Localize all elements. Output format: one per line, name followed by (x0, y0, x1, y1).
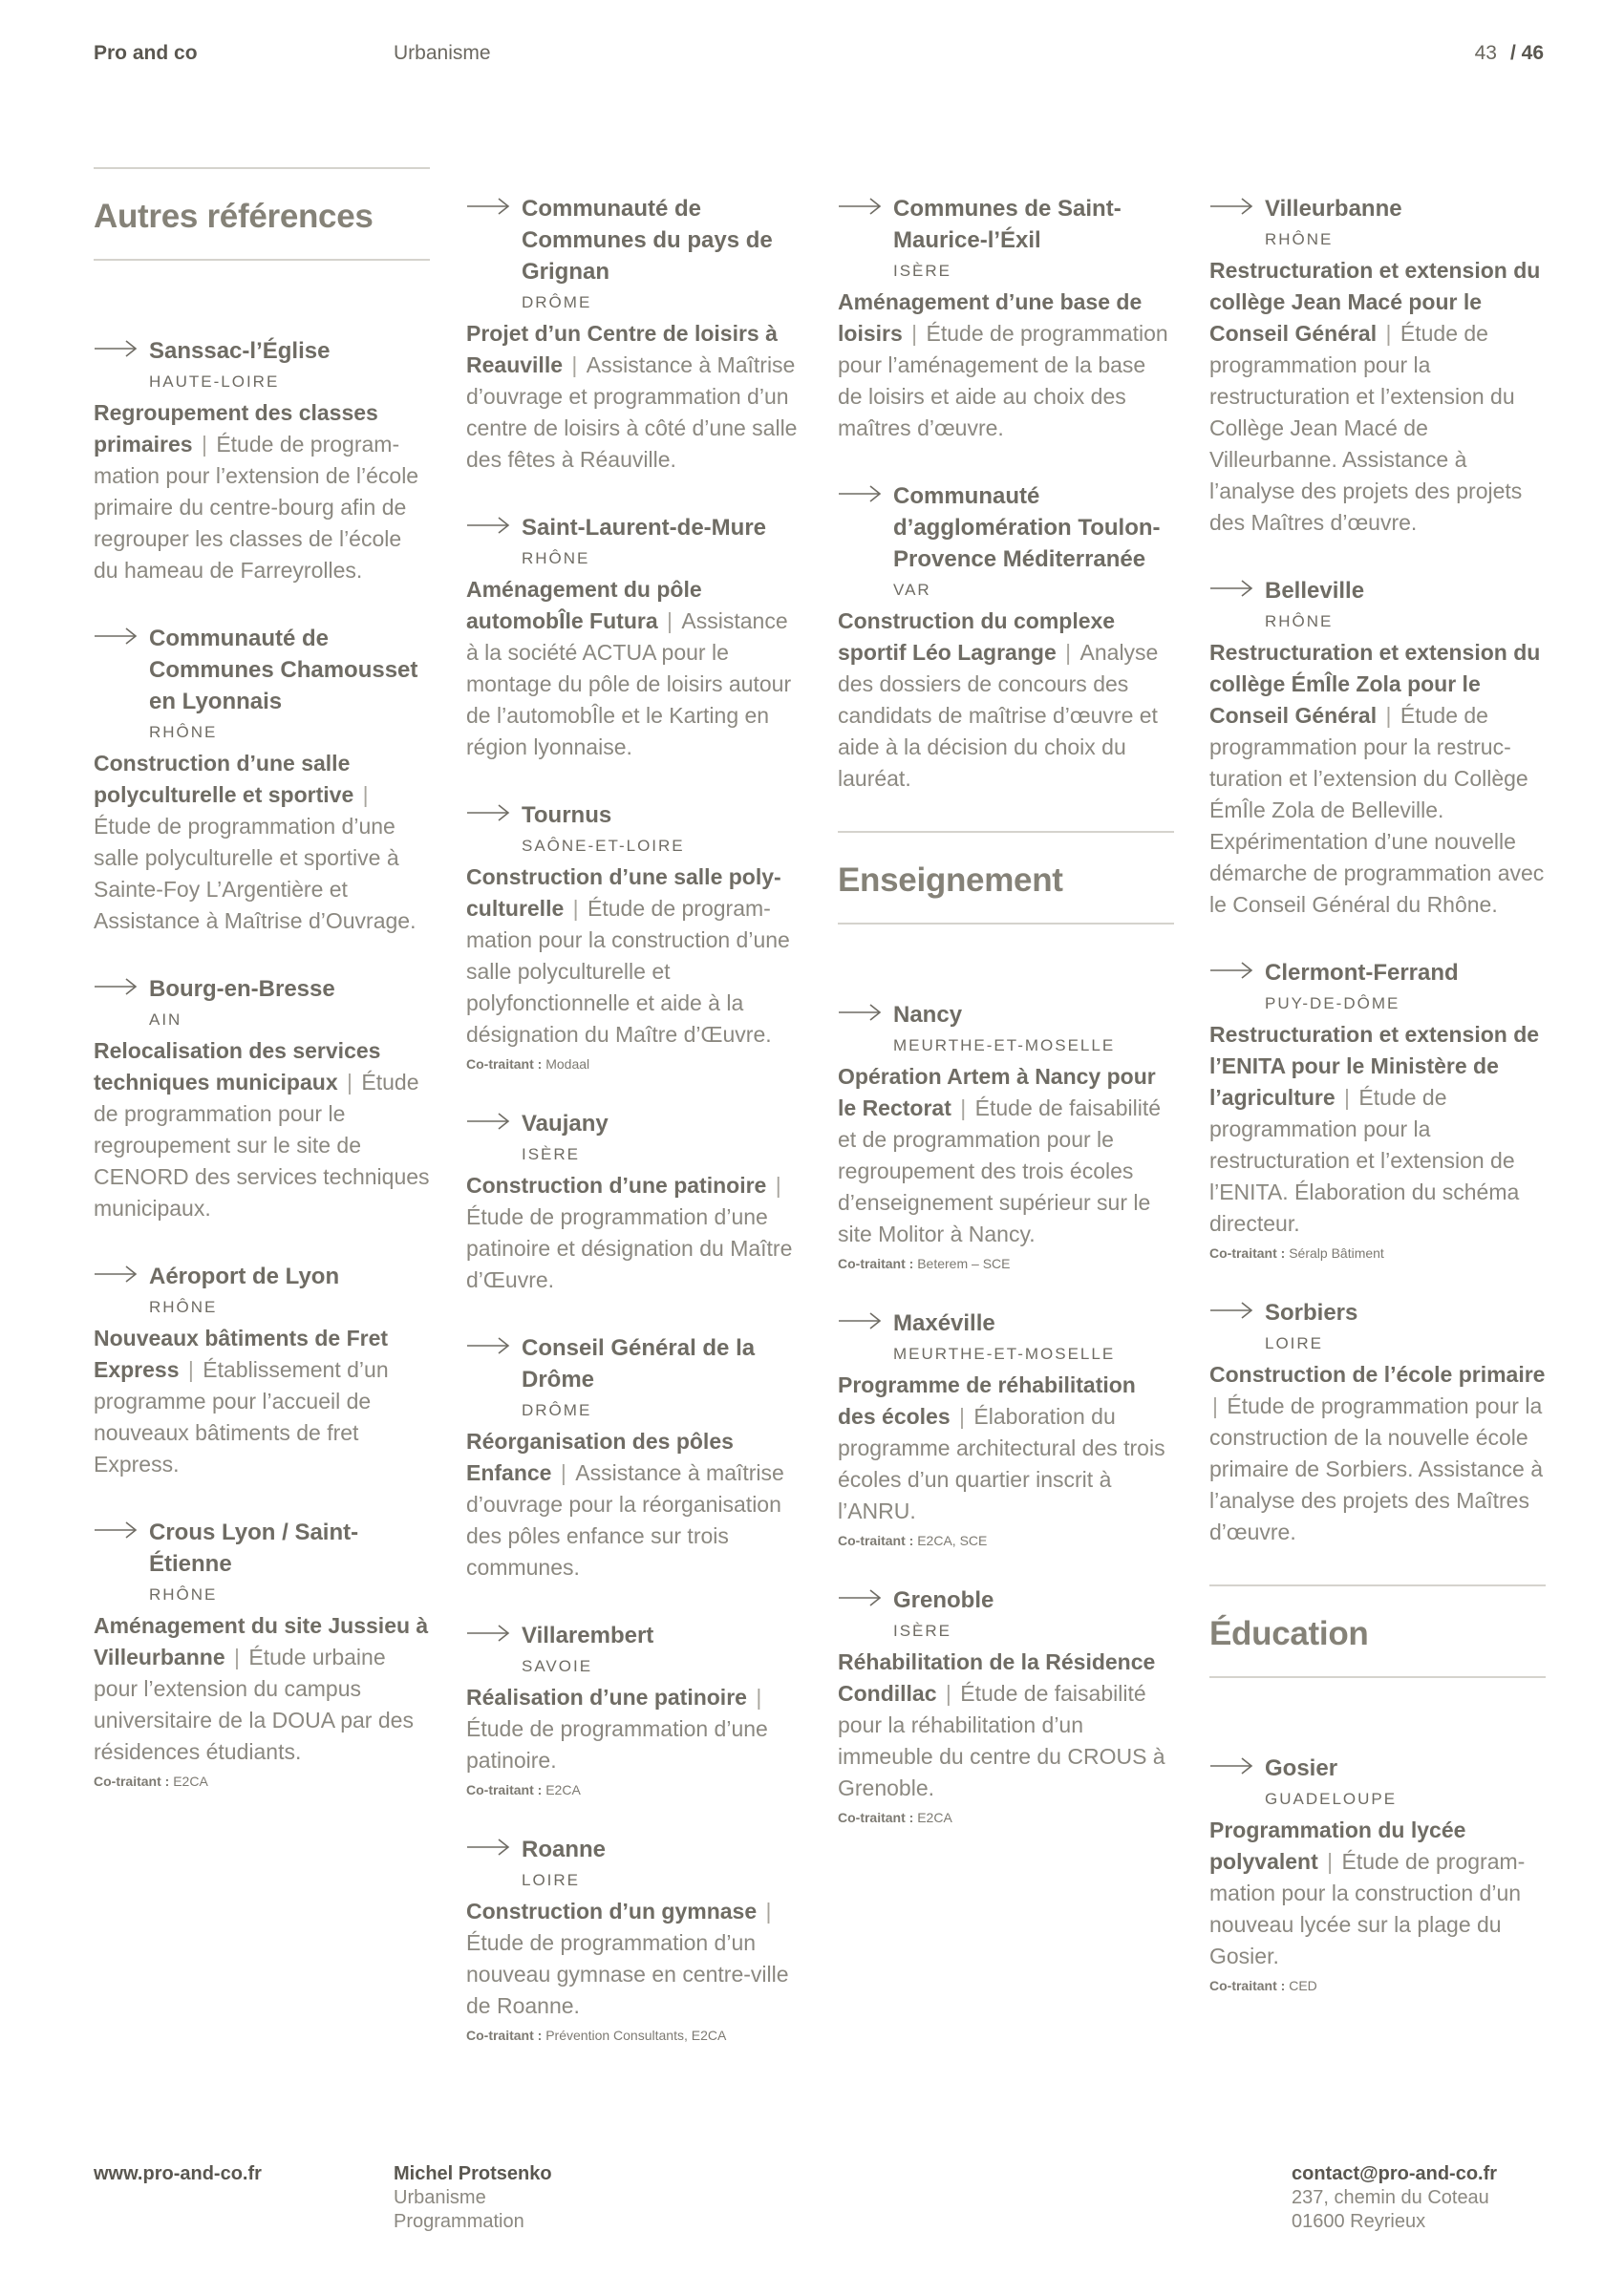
entry-city: Conseil Général de la Drôme (522, 1335, 756, 1392)
entry-city: Clermont-Ferrand (1265, 960, 1459, 986)
entry-description (466, 1896, 802, 2022)
entry-title: Construction d’une patinoire (466, 1173, 767, 1198)
separator: | (939, 1681, 958, 1706)
entry-heading (466, 799, 802, 831)
arrow-right-icon (94, 627, 138, 646)
entry-heading (94, 1261, 430, 1292)
entry-region: RHÔNE (1265, 612, 1334, 630)
entry-region: SAVOIE (522, 1657, 593, 1675)
entry-text: Analyse des dossiers de concours des candidats de maîtrise d’œuvre et aide à la décision du choix du lauréat. (838, 640, 1159, 791)
entry-heading (838, 1307, 1174, 1339)
separator: | (952, 1404, 972, 1429)
entry-city: Communauté d’agglomération Toulon-Provence Méditerranée (893, 483, 1161, 572)
entry-heading (1209, 575, 1546, 606)
entry-region: PUY-DE-DÔME (1265, 994, 1400, 1012)
entry-heading (466, 1834, 802, 1865)
entry-text: Étude de programmation pour le regroupement sur le site de CENORD des services techniques municipaux. (94, 1070, 430, 1221)
section-title: Éducation (1209, 1615, 1369, 1652)
reference-entry (466, 1332, 802, 1584)
entry-title: Relocalisation des services techniques municipaux (94, 1038, 381, 1095)
footer-address-line-1: 237, chemin du Coteau (1292, 2187, 1489, 2208)
entry-city: Vaujany (522, 1111, 609, 1137)
reference-entry (466, 1108, 802, 1296)
entry-description (1209, 637, 1546, 921)
footer-role-2: Programmation (394, 2211, 524, 2232)
entry-heading (94, 623, 430, 717)
cotraitant-value: E2CA (545, 1782, 581, 1797)
entry-region: DRÔME (522, 293, 592, 311)
cotraitant-value: E2CA (173, 1774, 208, 1789)
entry-heading (1209, 193, 1546, 224)
cotraitant-value: E2CA (917, 1810, 952, 1825)
cotraitant-value: Modaal (545, 1056, 590, 1072)
separator: | (554, 1460, 573, 1485)
entry-description (466, 574, 802, 763)
entry-region: GUADELOUPE (1265, 1790, 1398, 1808)
page-total: / 46 (1509, 42, 1544, 64)
column-2 (466, 193, 802, 2079)
entry-title: Construction d’un gymnase (466, 1899, 758, 1924)
entry-city: Bourg-en-Bresse (149, 976, 335, 1002)
entry-region: RHÔNE (1265, 230, 1334, 248)
entry-description (94, 1610, 430, 1768)
reference-entry (1209, 1297, 1546, 1548)
entry-text: Étude de programmation pour la restructuration et l’extension de l’ENITA. Élaboration du schéma directeur. (1209, 1085, 1520, 1236)
entry-description (466, 318, 802, 476)
entry-region: RHÔNE (522, 549, 590, 567)
entry-region: ISÈRE (522, 1145, 581, 1163)
reference-entry (94, 973, 430, 1224)
entry-text: Étude de programmation d’un nouveau gymnase en centre-ville de Roanne. (466, 1930, 789, 2018)
entry-title: Aménagement d’une base de loisirs (838, 289, 1143, 346)
reference-entry (94, 335, 430, 586)
entry-description (94, 748, 430, 937)
entry-heading (466, 1108, 802, 1139)
entry-description (94, 397, 430, 586)
entry-title: Regroupement des classes primaires (94, 400, 378, 457)
footer-website[interactable]: www.pro-and-co.fr (94, 2163, 262, 2184)
separator: | (182, 1357, 201, 1382)
entry-heading (94, 335, 430, 367)
cotraitant-value: CED (1289, 1978, 1317, 1993)
reference-entry (838, 480, 1174, 795)
entry-description (838, 606, 1174, 795)
entry-title: Réalisation d’une patinoire (466, 1685, 747, 1710)
entry-text: Établissement d’un programme pour l’accueil de nouveaux bâtiments de fret Express. (94, 1357, 389, 1477)
entry-description (466, 861, 802, 1051)
arrow-right-icon (466, 1112, 510, 1131)
entry-description (1209, 1019, 1546, 1240)
entry-title: Restructuration et extension du collège ÉmÎle Zola pour le Conseil Général (1209, 640, 1541, 728)
entry-description (466, 1426, 802, 1584)
entry-text: Étude urbaine pour l’extension du campus universitaire de la DOUA par des résidences étudiants. (94, 1645, 414, 1764)
cotraitant-label: Co-traitant : (94, 1774, 170, 1789)
entry-cotraitant (466, 2028, 802, 2043)
arrow-right-icon (838, 1003, 882, 1022)
entry-description (94, 1035, 430, 1224)
reference-entry (466, 799, 802, 1072)
reference-entry (466, 512, 802, 763)
entry-description (838, 287, 1174, 444)
entry-description (1209, 1359, 1546, 1548)
footer-contact-person (394, 2162, 552, 2234)
reference-entry (94, 1261, 430, 1480)
entry-city: Communes de Saint-Maurice-l’Éxil (893, 196, 1122, 253)
arrow-right-icon (1209, 197, 1253, 216)
entry-title: Aménagement du site Jussieu à Villeurbanne (94, 1613, 429, 1669)
entry-city: Villeurbanne (1265, 196, 1402, 222)
company-name: Pro and co (94, 42, 198, 64)
entry-region: LOIRE (522, 1871, 581, 1889)
entry-heading (1209, 957, 1546, 989)
separator: | (1379, 321, 1398, 346)
entry-region: AIN (149, 1010, 182, 1029)
entry-title: Opération Artem à Nancy pour le Rectorat (838, 1064, 1156, 1120)
footer-role-1: Urbanisme (394, 2187, 486, 2208)
entry-text: Étude de programmation pour la construction d’une salle polyculturelle et polyfonctionnelle et aide à la désignation du Maître d’Œuvre. (466, 896, 790, 1047)
page-number (1475, 42, 1544, 65)
entry-heading (466, 512, 802, 543)
arrow-right-icon (94, 1265, 138, 1284)
entry-heading (838, 480, 1174, 575)
cotraitant-label: Co-traitant : (466, 1056, 543, 1072)
entry-cotraitant (838, 1533, 1174, 1548)
entry-description (838, 1061, 1174, 1250)
entry-title: Construction d’une salle polyculturelle et sportive (94, 751, 354, 807)
entry-heading (94, 1517, 430, 1580)
entry-city: Saint-Laurent-de-Mure (522, 515, 767, 541)
entry-city: Sanssac-l’Église (149, 338, 331, 364)
separator: | (769, 1173, 781, 1198)
arrow-right-icon (838, 1588, 882, 1607)
cotraitant-label: Co-traitant : (838, 1256, 914, 1271)
entry-title: Programmation du lycée polyvalent (1209, 1818, 1466, 1874)
arrow-right-icon (838, 1311, 882, 1330)
entry-description (94, 1323, 430, 1480)
separator: | (1058, 640, 1078, 665)
entry-description (838, 1370, 1174, 1527)
reference-entry (1209, 193, 1546, 539)
reference-entry (1209, 957, 1546, 1261)
entry-city: Grenoble (893, 1587, 994, 1613)
arrow-right-icon (838, 197, 882, 216)
entry-text: Étude de programmation d’une salle polyculturelle et sportive à Sainte-Foy L’Argentière et Assistance à Maîtrise d’Ouvrage. (94, 814, 417, 933)
section-title: Autres références (94, 198, 374, 235)
entry-cotraitant (94, 1774, 430, 1789)
entry-text: Assistance à Maîtrise d’ouvrage et programmation d’un centre de loisirs à côté d’une salle des fêtes à Réauville. (466, 352, 798, 472)
entry-title: Construction d’une salle polyculturelle (466, 864, 781, 921)
cotraitant-label: Co-traitant : (466, 1782, 543, 1797)
entry-region: RHÔNE (149, 723, 218, 741)
separator: | (905, 321, 924, 346)
entry-cotraitant (1209, 1978, 1546, 1993)
entry-city: Aéroport de Lyon (149, 1264, 340, 1289)
entry-description (466, 1682, 802, 1776)
entry-city: Sorbiers (1265, 1300, 1358, 1326)
entry-city: Villarembert (522, 1623, 654, 1648)
separator: | (356, 782, 369, 807)
entry-text: Étude de faisabilité et de programmation pour le regroupement des trois écoles d’enseignement supérieur sur le site Molitor à Nancy. (838, 1095, 1161, 1246)
arrow-right-icon (1209, 579, 1253, 598)
arrow-right-icon (94, 977, 138, 996)
entry-city: Gosier (1265, 1755, 1338, 1781)
entry-text: Étude de programmation pour la restructuration et l’extension du Collège ÉmÎle Zola de Belleville. Expérimentation d’une nouvelle démarche de programmation avec le Conseil Général du Rhône. (1209, 703, 1545, 917)
footer-address-block (1292, 2162, 1497, 2234)
entry-title: Restructuration et extension de l’ENITA pour le Ministère de l’agriculture (1209, 1022, 1540, 1110)
separator: | (660, 608, 679, 633)
reference-entry (838, 193, 1174, 444)
entry-description (1209, 1815, 1546, 1972)
entry-region: RHÔNE (149, 1298, 218, 1316)
cotraitant-value: Beterem – SCE (917, 1256, 1011, 1271)
entry-city: Nancy (893, 1002, 963, 1028)
entry-region: DRÔME (522, 1401, 592, 1419)
entry-city: Tournus (522, 802, 612, 828)
separator: | (340, 1070, 359, 1095)
entry-region: HAUTE-LOIRE (149, 372, 280, 391)
cotraitant-label: Co-traitant : (838, 1533, 914, 1548)
entry-title: Construction du complexe sportif Léo Lagrange (838, 608, 1116, 665)
entry-title: Programme de réhabilitation des écoles (838, 1372, 1136, 1429)
separator: | (759, 1899, 772, 1924)
arrow-right-icon (466, 516, 510, 535)
entry-title: Restructuration et extension du collège Jean Macé pour le Conseil Général (1209, 258, 1541, 346)
cotraitant-value: E2CA, SCE (917, 1533, 988, 1548)
entry-text: Assistance à la société ACTUA pour le montage du pôle de loisirs autour de l’automobÎle et le Karting en région lyonnaise. (466, 608, 792, 759)
entry-heading (838, 999, 1174, 1031)
footer-website-block (94, 2162, 262, 2186)
section-education (1209, 1584, 1546, 1678)
separator: | (1320, 1849, 1339, 1874)
entry-text: Étude de programmation d’une patinoire et désignation du Maître d’Œuvre. (466, 1204, 793, 1292)
separator: | (227, 1645, 246, 1669)
arrow-right-icon (466, 197, 510, 216)
entry-title: Réhabilitation de la Résidence Condillac (838, 1649, 1156, 1706)
entry-cotraitant (838, 1256, 1174, 1271)
reference-entry (466, 1834, 802, 2043)
entry-heading (838, 1584, 1174, 1616)
entry-region: MEURTHE-ET-MOSELLE (893, 1345, 1116, 1363)
separator: | (1212, 1393, 1225, 1418)
entry-text: Étude de programmation pour la construction de la nouvelle école primaire de Sorbiers. Assistance à l’analyse des projets des Maîtres d’œuvre. (1209, 1393, 1543, 1544)
arrow-right-icon (466, 803, 510, 822)
entry-region: ISÈRE (893, 1622, 952, 1640)
reference-entry (1209, 575, 1546, 921)
reference-entry (838, 999, 1174, 1271)
page-current: 43 (1474, 42, 1497, 64)
entry-region: VAR (893, 581, 931, 599)
reference-entry (838, 1307, 1174, 1548)
entry-text: Étude de programmation pour la construction d’un nouveau lycée sur la plage du Gosier. (1209, 1849, 1526, 1968)
arrow-right-icon (466, 1838, 510, 1857)
entry-text: Étude de faisabilité pour la réhabilitation d’un immeuble du centre du CROUS à Grenoble. (838, 1681, 1165, 1800)
entry-region: RHÔNE (149, 1585, 218, 1604)
entry-text: Étude de programmation pour l’extension de l’école primaire du centre-bourg afin de regrouper les classes de l’école du hameau de Farreyrolles. (94, 432, 419, 583)
arrow-right-icon (466, 1336, 510, 1355)
entry-text: Étude de programmation pour la restructuration et l’extension du Collège Jean Macé de Villeurbanne. Assistance à l’analyse des projets des projets des Maîtres d’œuvre. (1209, 321, 1523, 535)
column-3 (838, 193, 1174, 1861)
separator: | (566, 896, 586, 921)
entry-text: Étude de programmation d’une patinoire. (466, 1716, 768, 1773)
entry-text: Élaboration du programme architectural des trois écoles d’un quartier inscrit à l’ANRU. (838, 1404, 1165, 1523)
section-title: Enseignement (838, 861, 1063, 899)
arrow-right-icon (94, 339, 138, 358)
separator: | (195, 432, 214, 457)
entry-description (838, 1647, 1174, 1804)
separator: | (566, 352, 584, 377)
arrow-right-icon (1209, 1301, 1253, 1320)
entry-city: Communauté de Communes du pays de Grignan (522, 196, 773, 285)
entry-city: Roanne (522, 1837, 607, 1862)
cotraitant-label: Co-traitant : (1209, 1978, 1286, 1993)
arrow-right-icon (94, 1520, 138, 1540)
cotraitant-label: Co-traitant : (1209, 1245, 1286, 1261)
entry-heading (1209, 1753, 1546, 1784)
arrow-right-icon (838, 484, 882, 503)
entry-heading (94, 973, 430, 1005)
entry-description (466, 1170, 802, 1296)
column-1 (94, 167, 430, 1825)
entry-heading (838, 193, 1174, 256)
reference-entry (466, 193, 802, 476)
footer-email[interactable]: contact@pro-and-co.fr (1292, 2163, 1498, 2184)
arrow-right-icon (1209, 1756, 1253, 1775)
reference-entry (838, 1584, 1174, 1825)
entry-city: Communauté de Communes Chamousset en Lyonnais (149, 626, 418, 714)
entry-cotraitant (838, 1810, 1174, 1825)
entry-title: Projet d’un Centre de loisirs à Reauville (466, 321, 778, 377)
cotraitant-value: Prévention Consultants, E2CA (545, 2028, 727, 2043)
footer-person-name: Michel Protsenko (394, 2163, 552, 2184)
entry-city: Maxéville (893, 1310, 995, 1336)
reference-entry (94, 623, 430, 937)
entry-region: LOIRE (1265, 1334, 1324, 1352)
entry-heading (466, 1332, 802, 1395)
entry-cotraitant (1209, 1245, 1546, 1261)
entry-title: Construction de l’école primaire (1209, 1362, 1546, 1387)
separator: | (953, 1095, 972, 1120)
entry-heading (466, 1620, 802, 1651)
cotraitant-label: Co-traitant : (466, 2028, 543, 2043)
entry-heading (1209, 1297, 1546, 1329)
section-autres-references (94, 167, 430, 261)
entry-heading (466, 193, 802, 287)
entry-region: ISÈRE (893, 262, 952, 280)
entry-city: Belleville (1265, 578, 1365, 604)
entry-title: Aménagement du pôle automobÎle Futura (466, 577, 702, 633)
separator: | (749, 1685, 762, 1710)
reference-entry (1209, 1753, 1546, 1993)
reference-entry (94, 1517, 430, 1789)
entry-region: SAÔNE-ET-LOIRE (522, 837, 685, 855)
reference-entry (466, 1620, 802, 1797)
separator: | (1379, 703, 1398, 728)
entry-text: Étude de programmation pour l’aménagement de la base de loisirs et aide au choix des maîtres d’œuvre. (838, 321, 1168, 440)
arrow-right-icon (466, 1624, 510, 1643)
entry-city: Crous Lyon / Saint-Étienne (149, 1520, 359, 1577)
entry-cotraitant (466, 1056, 802, 1072)
entry-region: MEURTHE-ET-MOSELLE (893, 1036, 1116, 1054)
entry-text: Assistance à maîtrise d’ouvrage pour la réorganisation des pôles enfance sur trois communes. (466, 1460, 784, 1580)
separator: | (1337, 1085, 1357, 1110)
footer-address-line-2: 01600 Reyrieux (1292, 2211, 1426, 2232)
entry-title: Réorganisation des pôles Enfance (466, 1429, 734, 1485)
header-section: Urbanisme (394, 42, 491, 64)
column-4 (1209, 193, 1546, 2030)
entry-cotraitant (466, 1782, 802, 1797)
entry-description (1209, 255, 1546, 539)
cotraitant-label: Co-traitant : (838, 1810, 914, 1825)
section-enseignement (838, 831, 1174, 925)
arrow-right-icon (1209, 961, 1253, 980)
cotraitant-value: Séralp Bâtiment (1289, 1245, 1384, 1261)
entry-title: Nouveaux bâtiments de Fret Express (94, 1326, 389, 1382)
